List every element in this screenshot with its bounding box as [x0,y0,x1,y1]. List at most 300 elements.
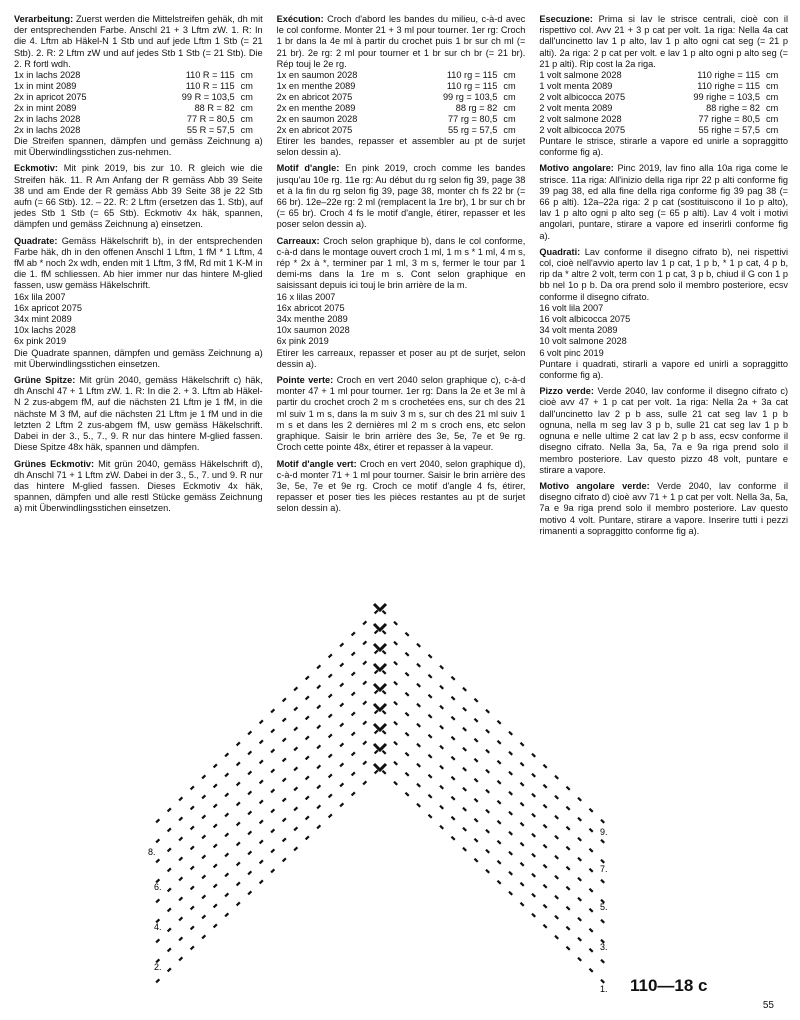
stitch-mark [351,632,356,637]
stitch-mark [382,770,387,775]
table-row [277,92,526,103]
instruction-columns [14,14,788,614]
stitch-mark [554,835,559,840]
stitch-mark [485,709,490,714]
row-label-left: 4. [154,922,162,932]
stitch-mark [393,721,398,726]
list-item: 6x pink 2019 [276,336,329,347]
stitch-mark [270,869,275,874]
stitch-mark [439,785,444,790]
stitch-mark [508,791,513,796]
stitch-mark [282,778,287,783]
table-cell: cm [503,103,516,114]
stitch-mark [293,807,298,812]
stitch-mark [351,792,356,797]
stitch-mark [270,829,275,834]
stitch-mark [305,796,310,801]
stitch-mark [190,786,195,791]
stitch-mark [236,902,241,907]
stitch-mark [178,857,183,862]
section-after-text: Puntare le strisce, stirarle a vapore ed unirle a sopraggitto conforme fig a). [539,136,789,158]
stitch-mark [589,928,594,933]
stitch-mark [362,761,367,766]
stitch-mark [339,703,344,708]
stitch-mark [362,721,367,726]
stitch-mark [270,729,275,734]
stitch-mark [259,760,264,765]
stitch-mark [351,672,356,677]
stitch-mark [416,643,421,648]
table-cell: 55 R = 57,5 [186,125,235,136]
section-carreaux [277,236,526,370]
stitch-mark [428,714,433,719]
list-item: 16x abricot 2075 [276,302,345,313]
stitch-mark [213,844,218,849]
stitch-mark [485,829,490,834]
stitch-mark [224,773,229,778]
stitch-mark [554,775,559,780]
stitch-mark [259,720,264,725]
stitch-mark [201,775,206,780]
table-cell: 1 volt menta 2089 [539,81,613,92]
stitch-mark [155,899,160,904]
stitch-mark [520,862,525,867]
stitch-mark [224,873,229,878]
stitch-mark [497,840,502,845]
stitch-mark [566,886,571,891]
stitch-mark [451,836,456,841]
stitch-mark [374,750,379,755]
stitch-mark [316,665,321,670]
stitch-mark [474,698,479,703]
stitch-mark [167,948,172,953]
stitch-mark [589,828,594,833]
table-row [539,103,788,114]
stitch-mark [428,734,433,739]
stitch-mark [224,793,229,798]
stitch-mark [566,846,571,851]
stitch-mark [247,871,252,876]
apex-stitch-mark [374,624,386,630]
stitch-mark [293,787,298,792]
apex-stitch-mark [374,664,386,670]
apex-stitch-mark [374,704,386,710]
stitch-mark [236,822,241,827]
stitch-mark [351,652,356,657]
stitch-mark [201,895,206,900]
section-heading: Motif d'angle: [276,163,340,174]
stitch-mark [600,879,605,884]
stitch-mark [178,877,183,882]
stitch-mark [393,661,398,666]
section-heading: Grünes Eckmotiv: [14,458,95,469]
stitch-mark [282,798,287,803]
table-cell: 2 volt salmone 2028 [539,114,622,125]
stitch-mark [600,919,605,924]
stitch-mark [236,882,241,887]
table-cell: 88 R = 82 [194,103,235,114]
stitch-mark [416,743,421,748]
stitch-mark [405,692,410,697]
section-heading: Motif d'angle vert: [276,458,357,469]
table-cell: cm [240,125,253,136]
stitch-mark [167,828,172,833]
stitch-mark [405,732,410,737]
stitch-mark [259,780,264,785]
yarn-table [14,70,263,136]
stitch-mark [293,767,298,772]
stitch-mark [405,792,410,797]
stitch-mark [451,716,456,721]
stitch-mark [339,643,344,648]
section-motif-angle-vert [277,459,526,515]
stitch-mark [339,743,344,748]
stitch-mark [293,727,298,732]
row-label-right: 3. [600,942,608,952]
section-heading: Motivo angolare verde: [539,480,650,491]
stitch-mark [543,804,548,809]
stitch-mark [566,926,571,931]
stitch-mark [520,822,525,827]
stitch-mark [577,817,582,822]
stitch-mark [213,764,218,769]
table-cell: 2 volt menta 2089 [539,103,613,114]
row-label-left: 8. [148,847,156,857]
row-label-left: 2. [154,962,162,972]
stitch-mark [305,676,310,681]
table-cell: 110 R = 115 [185,70,235,81]
stitch-mark [316,825,321,830]
stitch-mark [178,917,183,922]
stitch-mark [155,859,160,864]
table-cell: 110 righe = 115 [697,70,761,81]
section-text: Croch en vert 2040, selon graphique d), c-à-d monter 71 + 1 ml pour tourner. Saisir le brin arrière des 3e, 5e, 7e et 9e rg. Croch ce motif d'angle 4 fs, étirer, repasser et poser ties les pièces restantes au pt de surjet selon dessin a). [276,458,526,514]
stitch-mark [393,681,398,686]
stitch-mark [270,709,275,714]
stitch-mark [393,641,398,646]
table-row [539,114,788,125]
stitch-mark [155,979,160,984]
table-row [14,125,263,136]
stitch-mark [520,782,525,787]
stitch-mark [339,723,344,728]
stitch-mark [428,814,433,819]
table-cell: 2x en abricot 2075 [276,125,353,136]
stitch-mark [577,797,582,802]
stitch-mark [439,745,444,750]
stitch-mark [328,674,333,679]
table-cell: 1x en saumon 2028 [276,70,358,81]
stitch-mark [577,917,582,922]
table-cell: 99 R = 103,5 [181,92,235,103]
stitch-mark [382,650,387,655]
list-item: 16 volt albicocca 2075 [539,314,631,325]
stitch-mark [259,820,264,825]
table-row [14,114,263,125]
stitch-mark [201,915,206,920]
stitch-mark [474,778,479,783]
stitch-mark [428,774,433,779]
stitch-mark [382,670,387,675]
stitch-mark [259,880,264,885]
table-cell: 55 righe = 57,5 [698,125,761,136]
stitch-mark [339,663,344,668]
stitch-mark [167,888,172,893]
stitch-mark [374,610,379,615]
list-item: 34x menthe 2089 [276,314,348,325]
table-cell: 77 R = 80,5 [186,114,235,125]
stitch-mark [554,935,559,940]
section-heading: Verarbeitung: [14,14,74,24]
stitch-mark [167,928,172,933]
stitch-mark [451,816,456,821]
stitch-mark [167,908,172,913]
stitch-mark [451,736,456,741]
stitch-mark [316,705,321,710]
stitch-mark [474,738,479,743]
stitch-mark [589,808,594,813]
stitch-mark [270,849,275,854]
stitch-mark [531,793,536,798]
stitch-mark [566,866,571,871]
stitch-mark [451,756,456,761]
stitch-mark [328,654,333,659]
table-cell: cm [766,92,779,103]
stitch-mark [224,813,229,818]
stitch-mark [520,902,525,907]
stitch-mark [305,716,310,721]
stitch-mark [393,761,398,766]
stitch-mark [485,729,490,734]
stitch-mark [566,786,571,791]
table-cell: cm [240,81,253,92]
list-item: 34 volt menta 2089 [539,325,618,336]
apex-stitch-mark [374,744,386,750]
stitch-mark [178,837,183,842]
stitch-mark [474,858,479,863]
table-row [539,81,788,92]
list-item: 16x lila 2007 [14,291,66,302]
stitch-mark [316,805,321,810]
stitch-mark [201,815,206,820]
stitch-mark [316,725,321,730]
section-execution [277,14,526,158]
stitch-mark [428,754,433,759]
stitch-mark [462,827,467,832]
stitch-mark [543,784,548,789]
stitch-mark [351,732,356,737]
stitch-mark [282,738,287,743]
stitch-mark [520,842,525,847]
stitch-mark [451,796,456,801]
stitch-mark [462,807,467,812]
stitch-mark [393,701,398,706]
stitch-mark [405,772,410,777]
page-number: 55 [762,1000,774,1011]
stitch-mark [566,906,571,911]
table-cell: 1x en menthe 2089 [276,81,356,92]
stitch-mark [508,731,513,736]
stitch-mark [393,621,398,626]
table-cell: 110 R = 115 [185,81,235,92]
stitch-mark [439,705,444,710]
stitch-mark [462,847,467,852]
stitch-mark [497,800,502,805]
stitch-mark [213,824,218,829]
table-cell: cm [503,114,516,125]
section-after-text: Die Quadrate spannen, dämpfen und gemäss Zeichnung a) mit Überwindlingsstichen einsetzen. [14,347,263,369]
stitch-mark [339,683,344,688]
stitch-mark [462,767,467,772]
stitch-mark [213,884,218,889]
stitch-mark [589,888,594,893]
stitch-mark [362,681,367,686]
stitch-mark [247,771,252,776]
stitch-mark [554,855,559,860]
stitch-mark [270,769,275,774]
table-row [14,103,263,114]
stitch-mark [508,871,513,876]
stitch-mark [374,690,379,695]
table-cell: 55 rg = 57,5 [448,125,498,136]
stitch-mark [213,864,218,869]
section-esecuzione [539,14,788,158]
stitch-mark [520,882,525,887]
table-cell: 2x en saumon 2028 [276,114,358,125]
table-cell: cm [503,125,516,136]
stitch-mark [543,864,548,869]
stitch-mark [236,782,241,787]
table-cell: cm [766,81,779,92]
stitch-mark [374,730,379,735]
stitch-mark [316,785,321,790]
stitch-mark [224,753,229,758]
apex-stitch-mark [374,764,386,770]
section-verarbeitung [14,14,263,158]
apex-stitch-mark [374,604,386,610]
stitch-mark [316,745,321,750]
stitch-mark [577,957,582,962]
table-cell: cm [766,125,779,136]
table-row [277,70,526,81]
table-cell: 77 righe = 80,5 [698,114,761,125]
section-text: Croch en vert 2040 selon graphique c), c-à-d monter 47 + 1 ml pour tourner. 1er rg: Dans la 2e et 3e ml à partir du crochet croch 2 m s crochetées ens, sur ch des 21 ml suiv 1 m s, dans la m suiv 3 m s, sur ch des 21 ml suiv 1 m s et dans les 2 dernières ml 2 m s croch ens, etc selon graphique. Saisir le brin arrière des 3e, 5e, 7e et 9e rg. Croch cette pointe 48x, étirer et repasser à la vapeur. [276,375,526,453]
list-item: 10 volt salmone 2028 [539,336,627,347]
stitch-mark [167,968,172,973]
stitch-mark [270,789,275,794]
stitch-mark [236,802,241,807]
yarn-table [539,70,788,136]
list-item: 16 volt lila 2007 [539,302,604,313]
section-heading: Pizzo verde: [539,386,594,397]
list-item: 10x lachs 2028 [14,325,76,336]
stitch-mark [328,694,333,699]
section-quadrati [539,247,788,381]
stitch-mark [600,819,605,824]
stitch-mark [554,895,559,900]
stitch-mark [428,694,433,699]
stitch-mark [600,859,605,864]
stitch-mark [293,707,298,712]
table-row [14,81,263,92]
stitch-mark [362,621,367,626]
stitch-mark [282,718,287,723]
section-motivo-angolare [539,163,788,241]
stitch-mark [236,742,241,747]
table-cell: 99 righe = 103,5 [693,92,761,103]
section-eckmotiv [14,163,263,230]
stitch-mark [201,875,206,880]
stitch-mark [351,712,356,717]
stitch-mark [178,817,183,822]
list-item: 10x saumon 2028 [276,325,350,336]
section-gruene-spitze [14,375,263,453]
section-after-text: Puntare i quadrati, stirarli a vapore ed unirli a sopraggitto conforme fig a). [539,358,789,381]
stitch-mark [600,839,605,844]
table-cell: 110 rg = 115 [446,81,498,92]
stitch-mark [531,873,536,878]
column-italian [539,14,788,614]
stitch-mark [259,800,264,805]
stitch-mark [282,698,287,703]
stitch-mark [190,886,195,891]
stitch-mark [462,707,467,712]
stitch-mark [282,858,287,863]
section-pizzo-verde [539,386,788,476]
stitch-mark [543,764,548,769]
stitch-mark [293,687,298,692]
section-heading: Esecuzione: [539,14,593,24]
section-motif-angle [277,163,526,230]
list-item: 16 x lilas 2007 [276,291,336,302]
table-cell: 2 volt albicocca 2075 [539,125,626,136]
stitch-mark [190,846,195,851]
stitch-mark [589,948,594,953]
stitch-mark [497,880,502,885]
stitch-mark [259,840,264,845]
stitch-mark [577,897,582,902]
stitch-mark [508,751,513,756]
stitch-mark [508,851,513,856]
table-row [539,70,788,81]
section-quadrate [14,236,263,370]
table-cell: 88 rg = 82 [455,103,498,114]
stitch-mark [362,661,367,666]
section-heading: Exécution: [276,14,324,24]
stitch-mark [439,685,444,690]
stitch-mark [247,791,252,796]
stitch-mark [543,844,548,849]
stitch-mark [554,875,559,880]
row-label-right: 5. [600,902,608,912]
apex-stitch-mark [374,684,386,690]
stitch-mark [485,769,490,774]
stitch-mark [374,650,379,655]
stitch-mark [531,893,536,898]
stitch-mark [316,765,321,770]
table-cell: 77 rg = 80,5 [448,114,498,125]
stitch-mark [416,723,421,728]
stitch-mark [213,904,218,909]
section-text: Croch d'abord les bandes du milieu, c-à-d avec le col conforme. Monter 21 + 3 ml pour tourner. 1er rg: Croch 1 br dans la 4e ml à partir du crochet puis 1 br sur ch ml (= 21 br). 2e rg: 2 ml pour tourner et 1 br sur ch br (= 21 br). Rép touj le 2e rg. [276,14,526,69]
table-cell: 110 rg = 115 [446,70,498,81]
stitch-mark [362,701,367,706]
section-after-text: Etirer les bandes, repasser et assembler au pt de surjet selon dessin a). [276,136,526,158]
section-text: Mit grün 2040, gemäss Häkelschrift c) häk, dh Anschl 47 + 1 Lftm zW. 1. R: In die 2. + 3. Lftm ab Häkel-N 2 zus-abgem fM, auf die nächsten 21 Lftm je 1 fM, in die nächste M 3 fM, auf die nächsten 21 Lftm je 1 fM und in die letzten 2 Lftm 2 zus-abgem fM, usw gemäss Häkelschrift. Dabei in der 3., 5., 7., 9. R nur das hintere M-glied fassen. Diese Spitze 48x häk, spannen und dämpfen. [14,375,263,453]
stitch-mark [201,835,206,840]
stitch-mark [247,851,252,856]
stitch-mark [293,847,298,852]
